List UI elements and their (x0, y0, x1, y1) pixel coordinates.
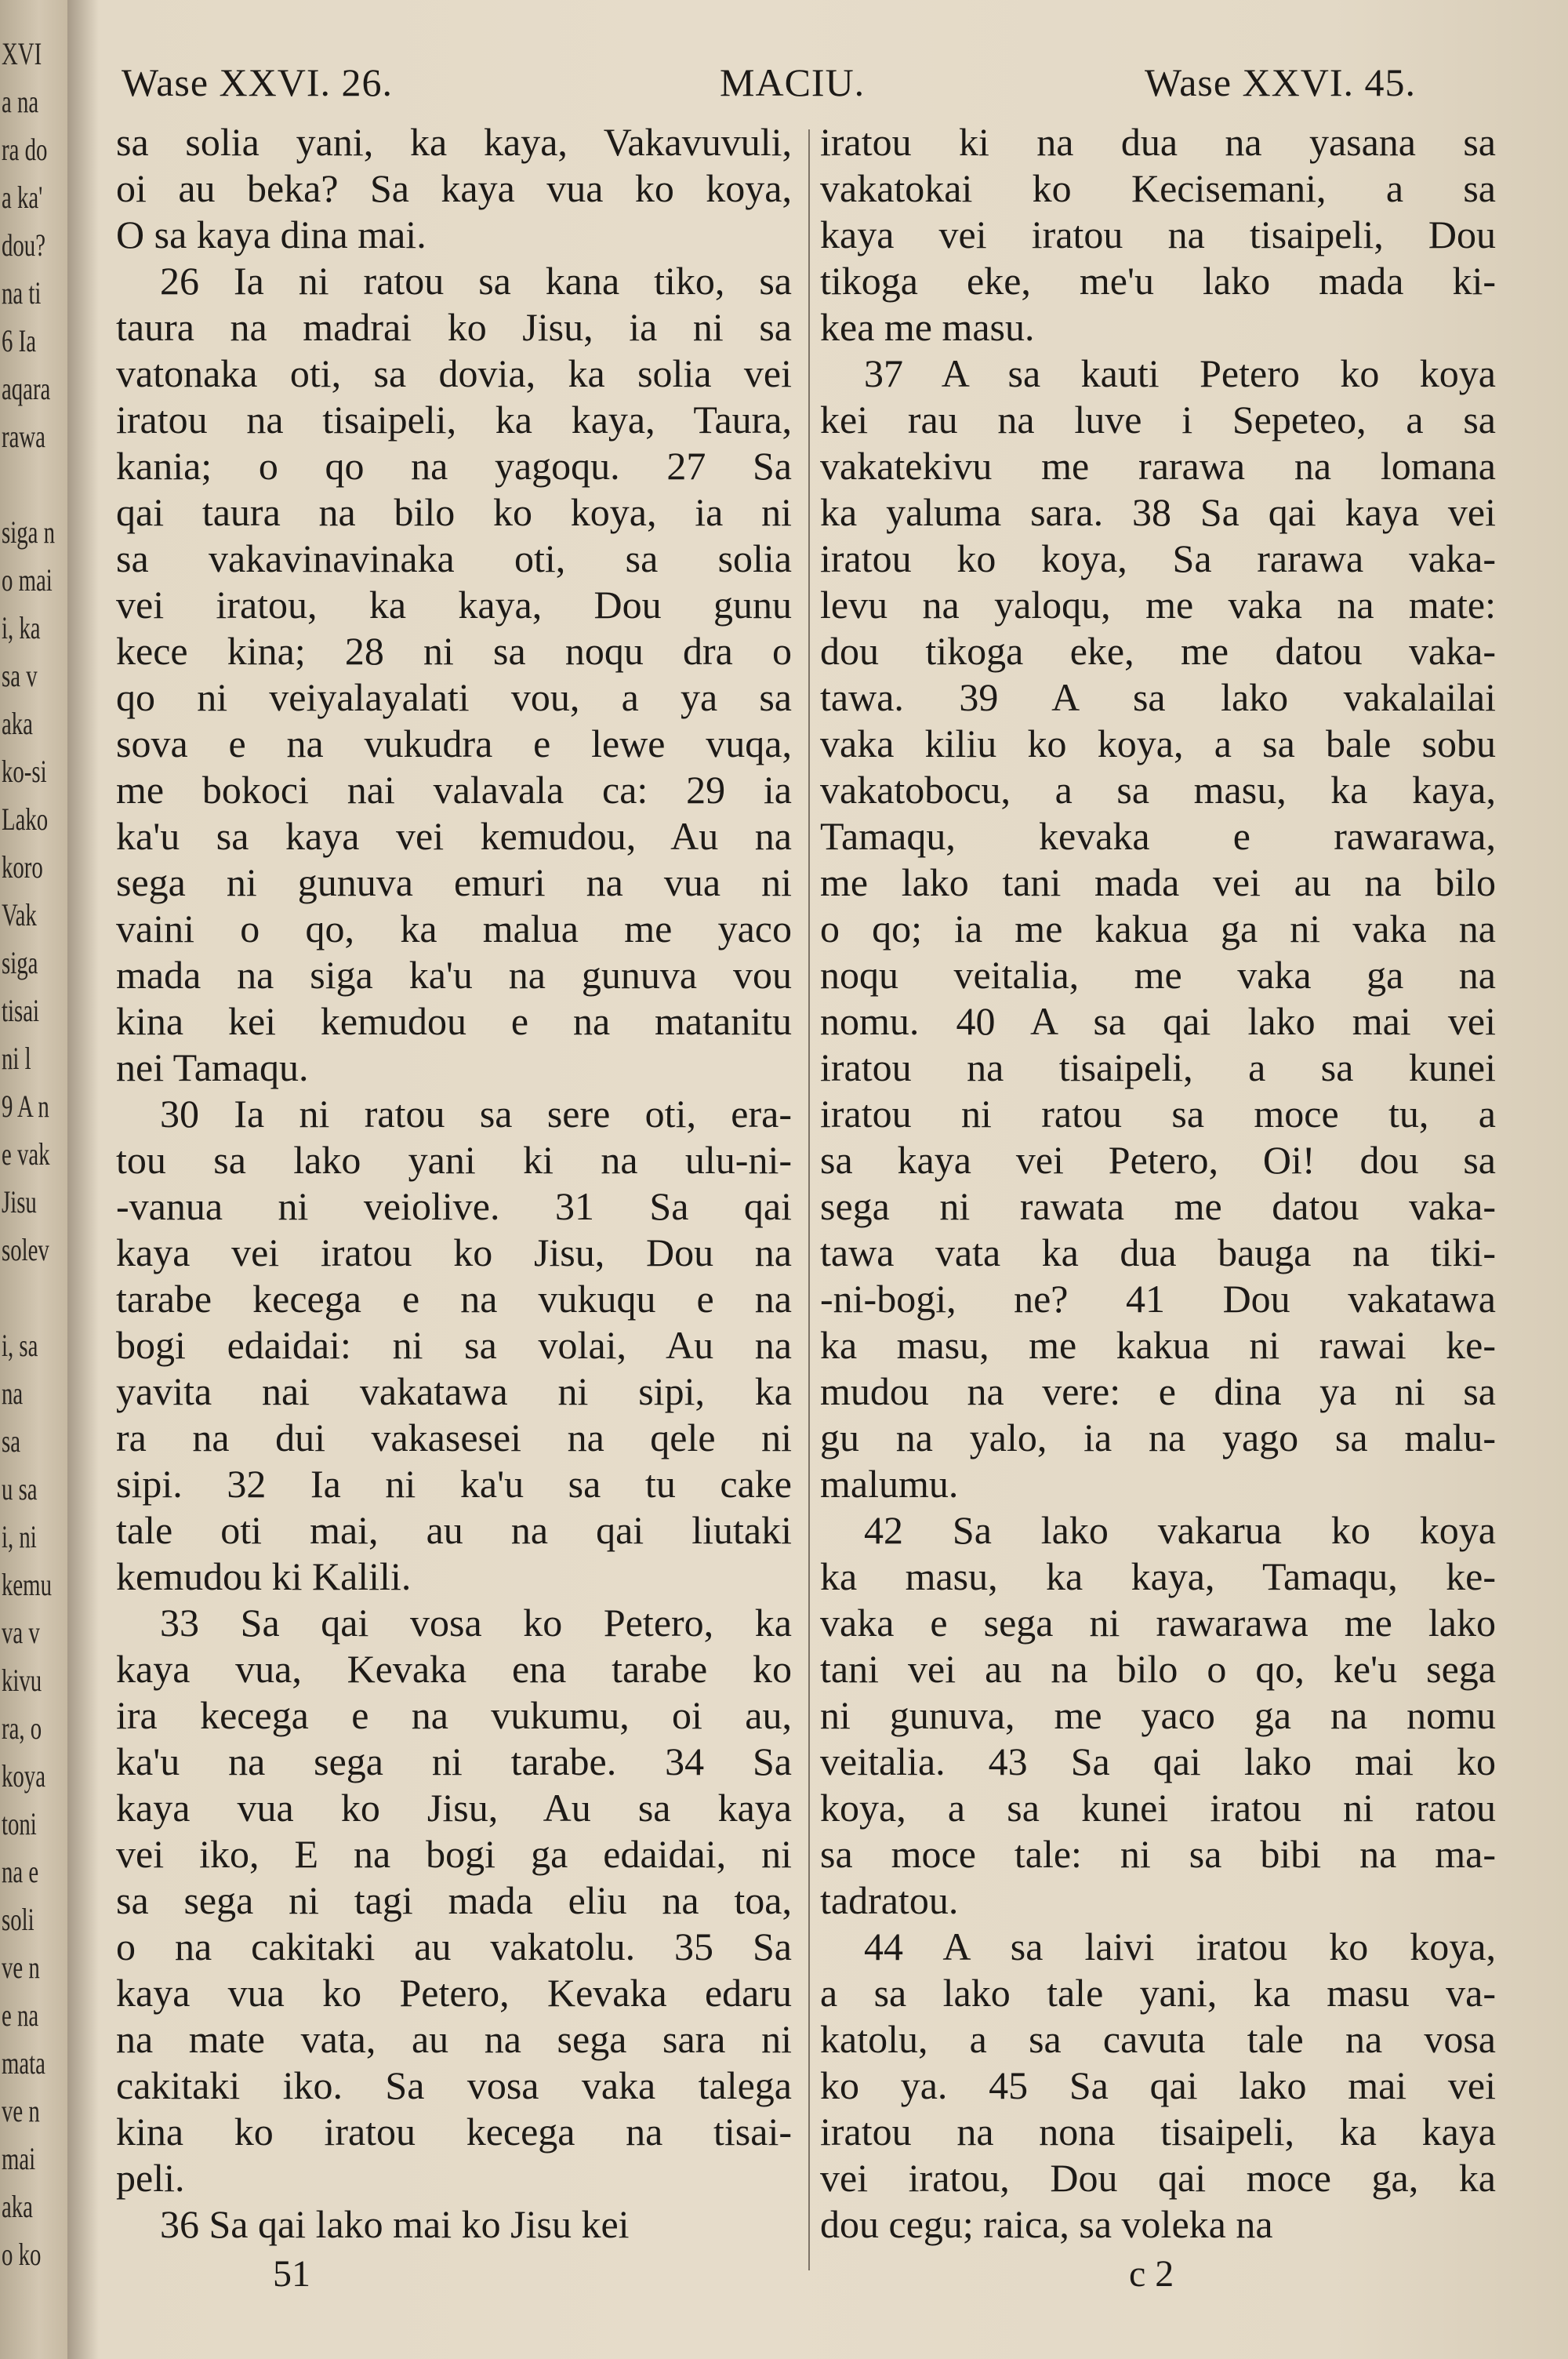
right-column-line: iratou na nona tisaipeli, ka kaya (820, 2110, 1496, 2154)
right-column-line: koya, a sa kunei iratou ni ratou (820, 1786, 1496, 1830)
right-column-line: gu na yalo, ia na yago sa malu- (820, 1416, 1496, 1459)
left-column-line: iratou na tisaipeli, ka kaya, Taura, (116, 398, 792, 442)
right-column-line: ni gunuva, me yaco ga na nomu (820, 1693, 1496, 1737)
previous-page-fragment: ni l (2, 1041, 31, 1076)
right-column (820, 119, 1496, 2248)
previous-page-fragment: siga n (2, 514, 55, 550)
previous-page-fragment: i, sa (2, 1328, 38, 1363)
previous-page-fragment: mata (2, 2045, 45, 2081)
previous-page-fragment: ve n (2, 1950, 40, 1985)
previous-page-fragment: koya (2, 1758, 45, 1794)
right-column-line: noqu veitalia, me vaka ga na (820, 953, 1496, 997)
right-column-line: tani vei au na bilo o qo, ke'u sega (820, 1647, 1496, 1691)
previous-page-fragment: ra do (2, 132, 48, 167)
right-column-line: sega ni rawata me datou vaka- (820, 1184, 1496, 1228)
right-column-line: iratou ki na dua na yasana sa (820, 120, 1496, 164)
previous-page-fragment: na ti (2, 275, 42, 311)
left-column (116, 119, 792, 2248)
previous-page-fragment: Jisu (2, 1184, 37, 1219)
left-column-line: 26 Ia ni ratou sa kana tiko, sa (160, 259, 792, 303)
left-column-line: mada na siga ka'u na gunuva vou (116, 953, 792, 997)
left-column-line: 36 Sa qai lako mai ko Jisu kei (160, 2202, 630, 2246)
left-column-line: bogi edaidai: ni sa volai, Au na (116, 1323, 792, 1367)
right-column-line: Tamaqu, kevaka e rawarawa, (820, 814, 1496, 858)
previous-page-fragment: na e (2, 1854, 39, 1889)
previous-page-fragment: dou? (2, 227, 45, 263)
right-column-line: malumu. (820, 1462, 959, 1506)
right-column-line: sa kaya vei Petero, Oi! dou sa (820, 1138, 1496, 1182)
left-column-line: tou sa lako yani ki na ulu-ni- (116, 1138, 792, 1182)
previous-page-fragment: mai (2, 2141, 36, 2176)
left-column-line: ka'u sa kaya vei kemudou, Au na (116, 814, 792, 858)
right-column-line: sa moce tale: ni sa bibi na ma- (820, 1832, 1496, 1876)
running-head-left: Wase XXVI. 26. (122, 60, 394, 104)
right-column-line: vakatobocu, a sa masu, ka kaya, (820, 768, 1496, 812)
right-column-line: -ni-bogi, ne? 41 Dou vakatawa (820, 1277, 1496, 1321)
right-column-line: kaya vei iratou na tisaipeli, Dou (820, 213, 1496, 256)
left-column-line: cakitaki iko. Sa vosa vaka talega (116, 2063, 792, 2107)
signature-mark: c 2 (1129, 2253, 1174, 2295)
left-column-line: taura na madrai ko Jisu, ia ni sa (116, 305, 792, 349)
previous-page-fragment: a na (2, 84, 39, 119)
left-column-line: 33 Sa qai vosa ko Petero, ka (160, 1601, 792, 1645)
right-column-line: vaka e sega ni rawarawa me lako (820, 1601, 1496, 1645)
page-number: 51 (273, 2253, 310, 2295)
left-column-line: yavita nai vakatawa ni sipi, ka (116, 1369, 792, 1413)
right-column-line: katolu, a sa cavuta tale na vosa (820, 2017, 1496, 2061)
left-column-line: tarabe kecega e na vukuqu e na (116, 1277, 792, 1321)
right-column-line: mudou na vere: e dina ya ni sa (820, 1369, 1496, 1413)
previous-page-fragment: na (2, 1376, 24, 1411)
previous-page-fragment: ko-si (2, 754, 47, 789)
right-column-line: vaka kiliu ko koya, a sa bale sobu (820, 722, 1496, 765)
left-column-line: o na cakitaki au vakatolu. 35 Sa (116, 1925, 792, 1968)
previous-page-fragment: ra, o (2, 1710, 42, 1746)
previous-page-fragment (2, 1275, 47, 1321)
previous-page-fragment: sa v (2, 658, 38, 693)
left-column-line: kaya vua, Kevaka ena tarabe ko (116, 1647, 792, 1691)
left-column-line: vei iko, E na bogi ga edaidai, ni (116, 1832, 792, 1876)
binding-shadow (67, 0, 99, 2359)
right-column-line: o qo; ia me kakua ga ni vaka na (820, 907, 1496, 951)
right-column-line: 37 A sa kauti Petero ko koya (864, 351, 1496, 395)
left-column-line: nei Tamaqu. (116, 1045, 309, 1089)
previous-page-fragment: ve n (2, 2093, 40, 2128)
left-column-line: kaya vua ko Jisu, Au sa kaya (116, 1786, 792, 1830)
left-column-line: oi au beka? Sa kaya vua ko koya, (116, 166, 792, 210)
left-column-line: vaini o qo, ka malua me yaco (116, 907, 792, 951)
right-column-line: me lako tani mada vei au na bilo (820, 860, 1496, 904)
left-column-line: vei iratou, ka kaya, Dou gunu (116, 583, 792, 627)
previous-page-fragment: aka (2, 2189, 33, 2224)
left-column-line: kemudou ki Kalili. (116, 1554, 412, 1598)
previous-page-fragment: o ko (2, 2237, 42, 2272)
right-column-line: ka masu, me kakua ni rawai ke- (820, 1323, 1496, 1367)
left-column-line: -vanua ni veiolive. 31 Sa qai (116, 1184, 792, 1228)
previous-page-fragment: soli (2, 1902, 34, 1937)
left-column-line: sa sega ni tagi mada eliu na toa, (116, 1878, 792, 1922)
right-column-line: 44 A sa laivi iratou ko koya, (864, 1925, 1496, 1968)
previous-page-edge (0, 0, 67, 2359)
left-column-line: ira kecega e na vukumu, oi au, (116, 1693, 792, 1737)
previous-page-fragment: 9 A n (2, 1089, 49, 1124)
left-column-line: sova e na vukudra e lewe vuqa, (116, 722, 792, 765)
right-column-line: nomu. 40 A sa qai lako mai vei (820, 999, 1496, 1043)
previous-page-fragment: Vak (2, 897, 37, 932)
left-column-line: kece kina; 28 ni sa noqu dra o (116, 629, 792, 673)
left-column-line: sa solia yani, ka kaya, Vakavuvuli, (116, 120, 792, 164)
left-column-line: O sa kaya dina mai. (116, 213, 426, 256)
left-column-line: sega ni gunuva emuri na vua ni (116, 860, 792, 904)
right-column-line: tawa vata ka dua bauga na tiki- (820, 1230, 1496, 1274)
previous-page-fragment: i, ka (2, 610, 41, 645)
left-column-line: kaya vei iratou ko Jisu, Dou na (116, 1230, 792, 1274)
left-column-line: peli. (116, 2156, 185, 2200)
previous-page-fragment: solev (2, 1232, 49, 1267)
right-column-line: iratou ko koya, Sa rarawa vaka- (820, 536, 1496, 580)
left-column-line: na mate vata, au na sega sara ni (116, 2017, 792, 2061)
right-column-line: tawa. 39 A sa lako vakalailai (820, 675, 1496, 719)
previous-page-fragment: rawa (2, 419, 45, 454)
right-column-line: dou tikoga eke, me datou vaka- (820, 629, 1496, 673)
left-column-line: ka'u na sega ni tarabe. 34 Sa (116, 1739, 792, 1783)
previous-page-fragment: e vak (2, 1136, 50, 1172)
left-column-line: sa vakavinavinaka oti, sa solia (116, 536, 792, 580)
previous-page-fragment: o mai (2, 562, 53, 598)
right-column-line: kei rau na luve i Sepeteo, a sa (820, 398, 1496, 442)
right-column-line: veitalia. 43 Sa qai lako mai ko (820, 1739, 1496, 1783)
previous-page-fragment: kivu (2, 1663, 42, 1698)
column-divider (808, 129, 810, 2270)
previous-page-fragment: toni (2, 1806, 37, 1841)
previous-page-fragment: tisai (2, 993, 40, 1028)
previous-page-fragment: XVI (2, 36, 42, 71)
previous-page-fragment: kemu (2, 1567, 52, 1602)
left-column-line: kina kei kemudou e na matanitu (116, 999, 792, 1043)
previous-page-fragment: sa (2, 1423, 20, 1459)
previous-page-fragment: e na (2, 1997, 39, 2033)
right-column-line: tikoga eke, me'u lako mada ki- (820, 259, 1496, 303)
previous-page-fragment: i, ni (2, 1519, 37, 1554)
previous-page-fragment: a ka' (2, 180, 43, 215)
previous-page-fragment: Lako (2, 801, 49, 837)
left-column-line: sipi. 32 Ia ni ka'u sa tu cake (116, 1462, 792, 1506)
left-column-line: kania; o qo na yagoqu. 27 Sa (116, 444, 792, 488)
left-column-line: ra na dui vakasesei na qele ni (116, 1416, 792, 1459)
left-column-line: tale oti mai, au na qai liutaki (116, 1508, 792, 1552)
left-column-line: vatonaka oti, sa dovia, ka solia vei (116, 351, 792, 395)
right-column-line: 42 Sa lako vakarua ko koya (864, 1508, 1496, 1552)
previous-page-fragment: aqara (2, 371, 51, 406)
right-column-line: a sa lako tale yani, ka masu va- (820, 1971, 1496, 2015)
previous-page-fragment: 6 Ia (2, 323, 36, 358)
right-column-line: kea me masu. (820, 305, 1035, 349)
right-column-line: vakatekivu me rarawa na lomana (820, 444, 1496, 488)
previous-page-fragment: siga (2, 945, 38, 980)
right-column-line: ko ya. 45 Sa qai lako mai vei (820, 2063, 1496, 2107)
previous-page-fragment: va v (2, 1615, 40, 1650)
left-column-line: qo ni veiyalayalati vou, a ya sa (116, 675, 792, 719)
left-column-line: kaya vua ko Petero, Kevaka edaru (116, 1971, 792, 2015)
running-head-right: Wase XXVI. 45. (1145, 60, 1417, 104)
right-column-line: ka yaluma sara. 38 Sa qai kaya vei (820, 490, 1496, 534)
right-column-line: iratou na tisaipeli, a sa kunei (820, 1045, 1496, 1089)
right-column-line: tadratou. (820, 1878, 959, 1922)
right-column-line: ka masu, ka kaya, Tamaqu, ke- (820, 1554, 1496, 1598)
left-column-line: 30 Ia ni ratou sa sere oti, era- (160, 1092, 792, 1136)
previous-page-fragment: aka (2, 706, 33, 741)
running-head-title: MACIU. (720, 60, 866, 104)
right-column-line: vei iratou, Dou qai moce ga, ka (820, 2156, 1496, 2200)
previous-page-fragment: u sa (2, 1471, 38, 1507)
previous-page-fragment: koro (2, 849, 43, 885)
left-column-line: kina ko iratou kecega na tisai- (116, 2110, 792, 2154)
right-column-line: iratou ni ratou sa moce tu, a (820, 1092, 1496, 1136)
left-column-line: me bokoci nai valavala ca: 29 ia (116, 768, 792, 812)
right-column-line: levu na yaloqu, me vaka na mate: (820, 583, 1496, 627)
right-column-line: vakatokai ko Kecisemani, a sa (820, 166, 1496, 210)
previous-page-fragment (2, 462, 47, 507)
right-column-line: dou cegu; raica, sa voleka na (820, 2202, 1273, 2246)
left-column-line: qai taura na bilo ko koya, ia ni (116, 490, 792, 534)
